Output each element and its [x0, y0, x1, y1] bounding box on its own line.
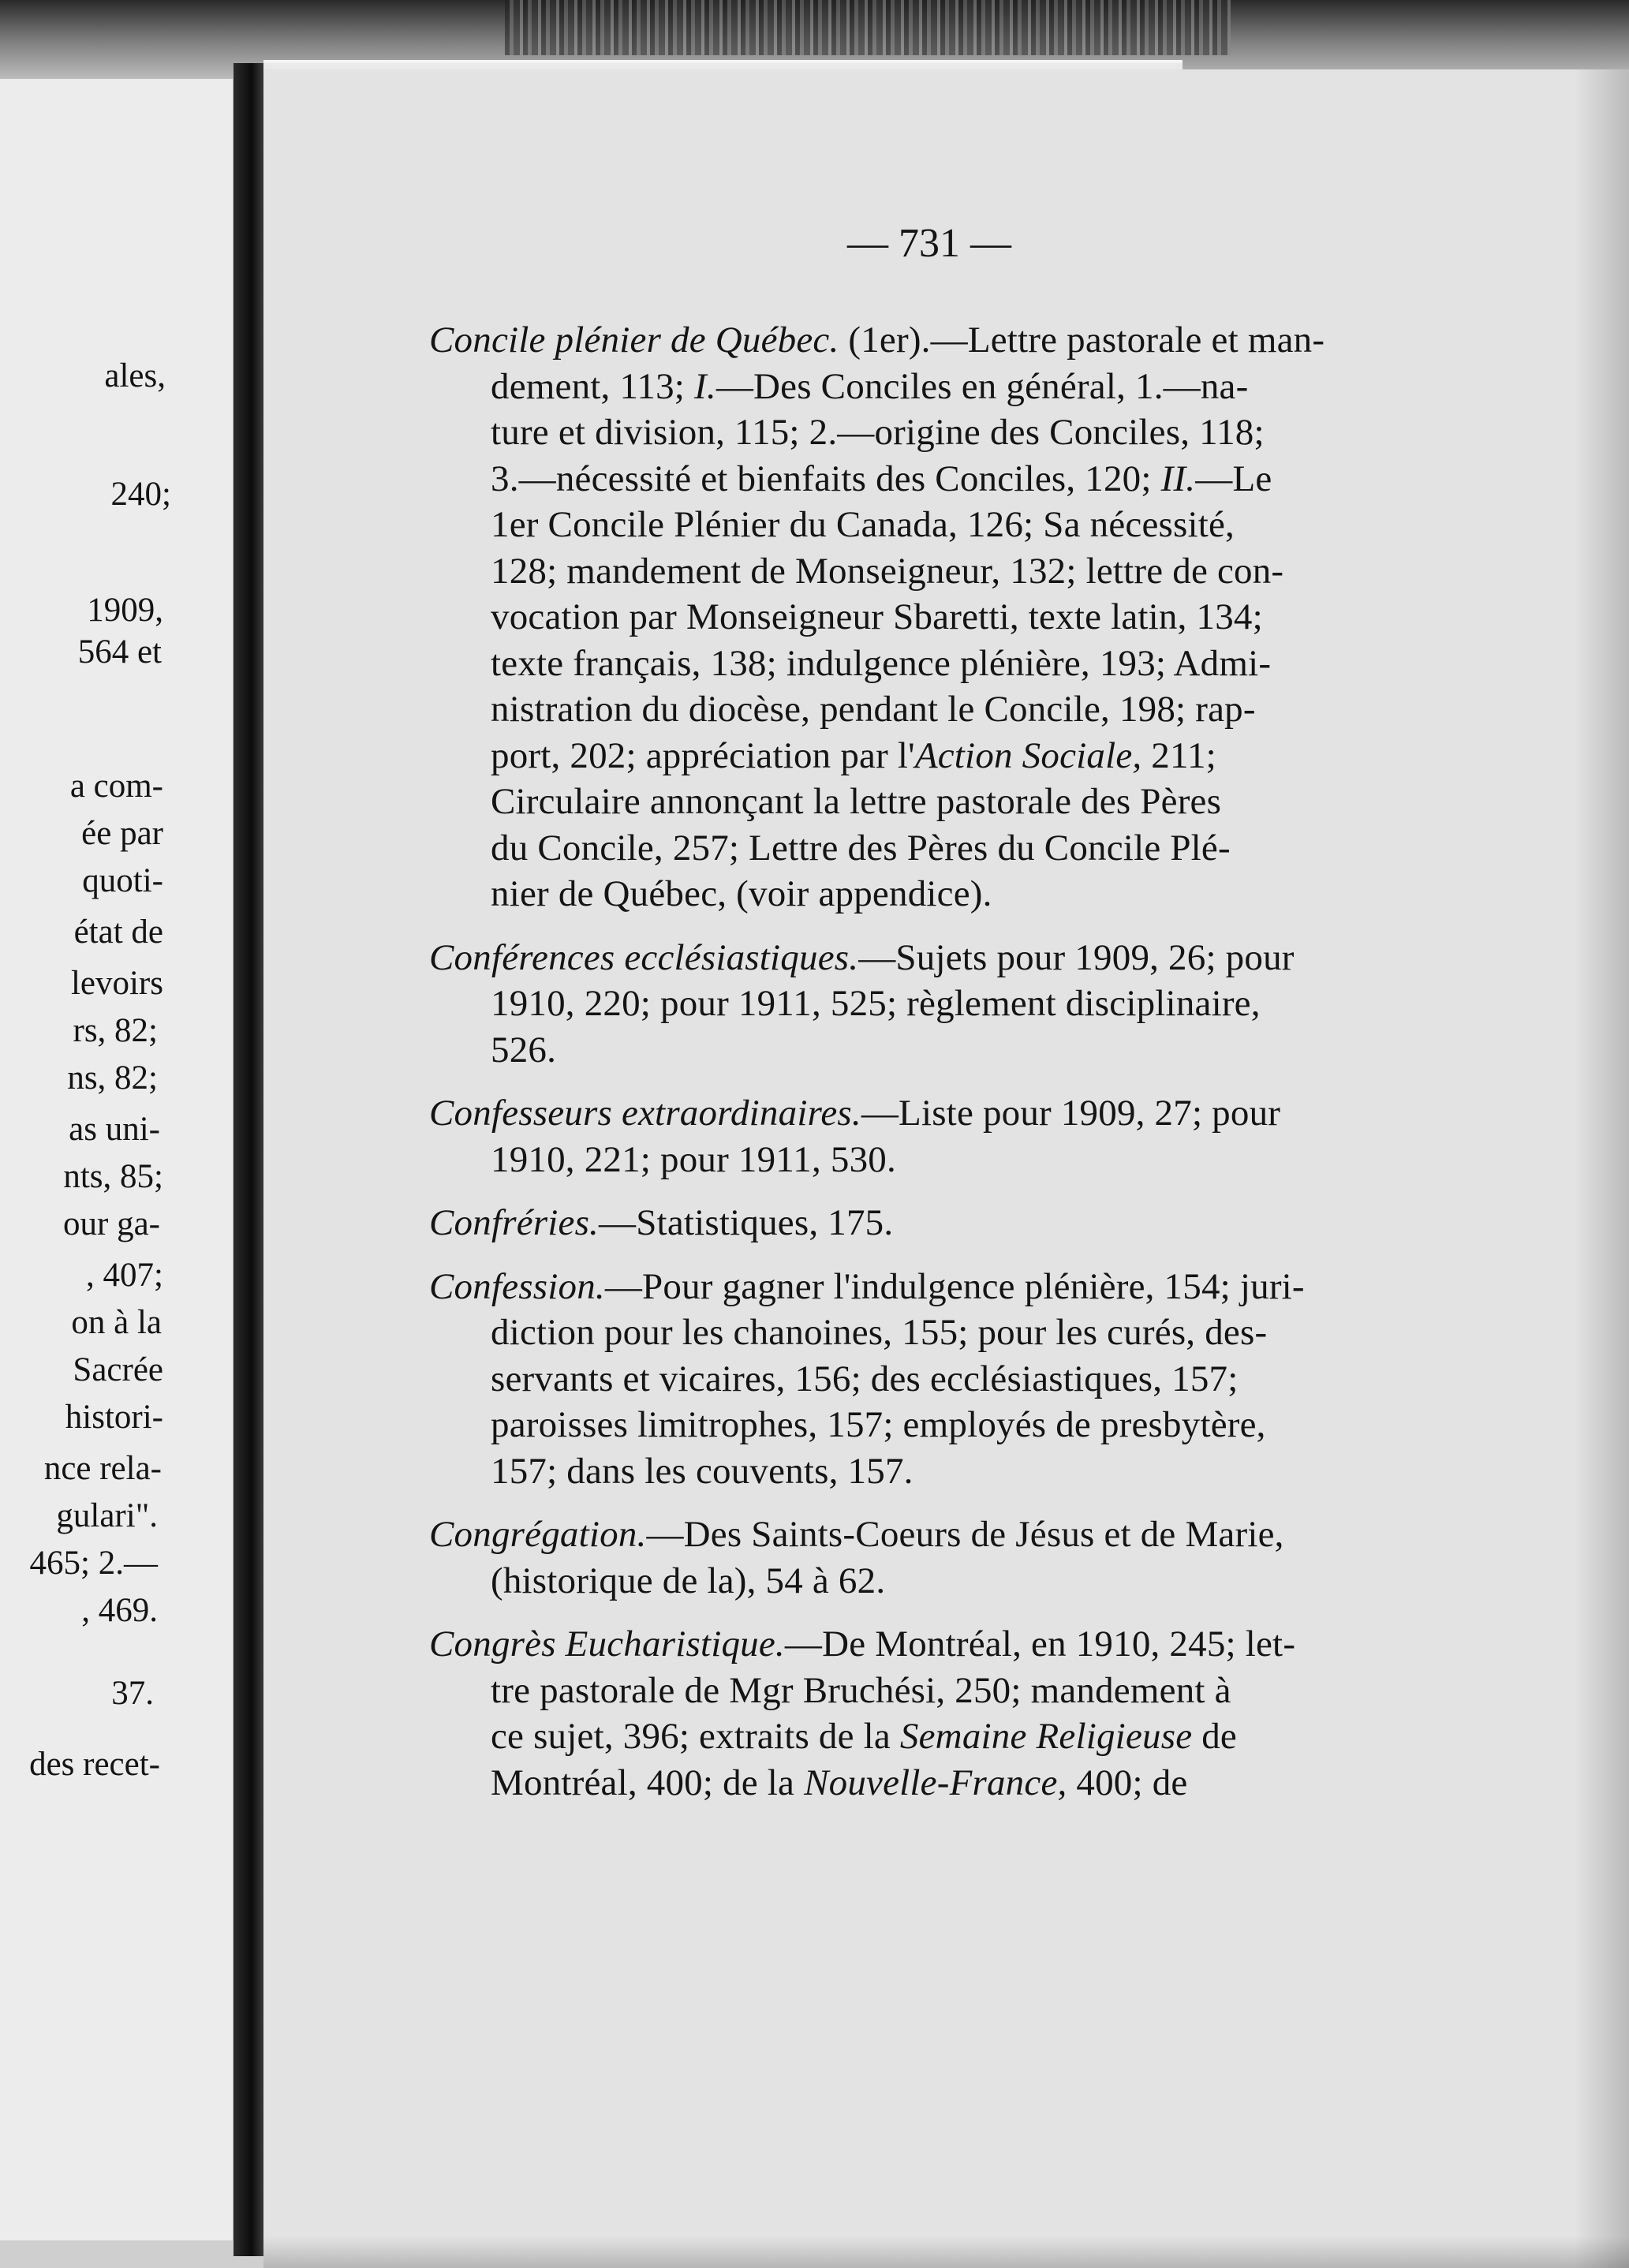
left-page-line: ns, 82;: [67, 1059, 158, 1097]
left-page-line: on à la: [71, 1304, 162, 1341]
entry-text: —Statistiques, 175.: [599, 1202, 894, 1243]
entry-text: —Des Conciles en général, 1.—na-: [715, 366, 1249, 407]
index-entry-head: [429, 1202, 894, 1243]
index-entry-line: [491, 458, 1272, 499]
index-entry-line: [491, 1141, 896, 1179]
italic-term: I.: [694, 366, 716, 407]
left-page-line: 1909,: [87, 592, 163, 629]
italic-term: Nouvelle-France,: [804, 1762, 1067, 1803]
left-page-line: 37.: [111, 1675, 154, 1712]
index-entry-head: [429, 1623, 1296, 1665]
entry-text: diction pour les chanoines, 155; pour les curés, des-: [491, 1312, 1268, 1353]
left-page-line: quoti-: [82, 862, 163, 899]
index-entry-line: [491, 553, 1283, 590]
left-page-line: levoirs: [70, 965, 163, 1002]
entry-text: 400; de: [1067, 1762, 1188, 1803]
entry-text: —De Montréal, en 1910, 245; let-: [784, 1623, 1296, 1665]
index-entry-line: [491, 735, 1216, 776]
italic-term: Congrégation.: [429, 1514, 647, 1555]
left-page-line: our ga-: [63, 1205, 160, 1242]
left-page-line: a com-: [69, 768, 163, 805]
page-number: — 731 —: [847, 221, 1011, 266]
italic-term: Action Sociale,: [914, 735, 1142, 776]
index-entry-line: [491, 1453, 914, 1490]
right-page: [263, 69, 1629, 2268]
entry-text: (historique de la), 54 à 62.: [491, 1560, 886, 1601]
index-entry-line: [491, 691, 1256, 728]
left-page-line: nce rela-: [43, 1450, 162, 1487]
index-entry-line: [491, 1560, 886, 1601]
left-page-line: , 469.: [81, 1592, 158, 1629]
left-page-line: des recet-: [29, 1746, 160, 1783]
index-entry-line: [491, 1358, 1239, 1399]
entry-text: de: [1192, 1716, 1237, 1757]
index-entry-line: [491, 368, 1248, 405]
left-page-line: Sacrée: [73, 1351, 163, 1388]
left-page-line: histori-: [65, 1399, 163, 1436]
entry-text: Circulaire annonçant la lettre pastorale des Pères: [491, 781, 1222, 822]
index-entry-line: [491, 596, 1263, 637]
entry-text: ce sujet, 396; extraits de la: [491, 1716, 900, 1757]
scan-top-noise: [505, 0, 1231, 55]
italic-term: Confesseurs extraordinaires.: [429, 1093, 861, 1134]
page-edge-shadow: [1574, 69, 1629, 2268]
index-entry-head: [429, 1266, 1305, 1307]
index-entry-head: [429, 319, 1325, 361]
entry-text: texte français, 138; indulgence plénière, 193; Admi-: [491, 643, 1272, 684]
book-spine: [234, 63, 263, 2256]
left-page-line: rs, 82;: [73, 1012, 158, 1049]
italic-term: Confession.: [429, 1266, 605, 1307]
index-entry-line: [491, 1672, 1231, 1709]
entry-text: 157; dans les couvents, 157.: [491, 1451, 914, 1492]
index-entry-line: [491, 1029, 557, 1070]
entry-text: paroisses limitrophes, 157; employés de presbytère,: [491, 1404, 1266, 1445]
index-entry-line: [491, 414, 1265, 451]
left-page-line: 240;: [110, 476, 171, 513]
left-page-line: état de: [73, 914, 163, 951]
entry-text: 3.—nécessité et bienfaits des Conciles, 120;: [491, 458, 1161, 499]
entry-text: 1910, 221; pour 1911, 530.: [491, 1139, 896, 1180]
page-bottom-shadow: [263, 2236, 1629, 2268]
index-entry-head: [429, 1516, 1284, 1553]
entry-text: Montréal, 400; de la: [491, 1762, 805, 1803]
italic-term: Concile plénier de Québec.: [429, 319, 839, 361]
entry-text: port, 202; appréciation par l': [491, 735, 915, 776]
entry-text: 128; mandement de Monseigneur, 132; lettre de con-: [491, 551, 1284, 592]
index-entry-head: [429, 937, 1295, 978]
entry-text: nier de Québec, (voir appendice).: [491, 873, 992, 914]
index-entry-line: [491, 1314, 1267, 1351]
entry-text: dement, 113;: [491, 366, 695, 407]
entry-text: servants et vicaires, 156; des ecclésiastiques, 157;: [491, 1358, 1239, 1399]
italic-term: Conférences ecclésiastiques.: [429, 937, 859, 978]
italic-term: Congrès Eucharistique.: [429, 1623, 785, 1665]
entry-text: 1910, 220; pour 1911, 525; règlement disciplinaire,: [491, 983, 1261, 1024]
entry-text: ture et division, 115; 2.—origine des Conciles, 118;: [491, 412, 1265, 453]
italic-term: II.: [1160, 458, 1196, 499]
index-entry-line: [491, 1762, 1188, 1803]
index-entry-head: [429, 1095, 1280, 1132]
index-entry-line: [491, 1404, 1266, 1445]
entry-text: 211;: [1141, 735, 1216, 776]
left-page: [0, 79, 237, 2240]
entry-text: —Pour gagner l'indulgence plénière, 154; juri-: [604, 1266, 1305, 1307]
left-page-line: ales,: [104, 357, 166, 394]
left-page-line: gulari".: [56, 1497, 158, 1534]
entry-text: nistration du diocèse, pendant le Concile, 198; rap-: [491, 689, 1256, 730]
left-page-line: 564 et: [77, 633, 162, 671]
left-page-line: , 407;: [86, 1257, 163, 1294]
entry-text: —Des Saints-Coeurs de Jésus et de Marie,: [646, 1514, 1284, 1555]
entry-text: (1er).—Lettre pastorale et man-: [839, 319, 1325, 361]
index-entry-line: [491, 645, 1271, 682]
entry-text: tre pastorale de Mgr Bruchési, 250; mandement à: [491, 1670, 1231, 1711]
left-page-line: as uni-: [69, 1111, 160, 1148]
left-page-line: 465; 2.—: [29, 1545, 158, 1582]
index-entry-line: [491, 830, 1231, 867]
index-entry-line: [491, 873, 992, 914]
italic-term: Confréries.: [429, 1202, 600, 1243]
entry-text: —Sujets pour 1909, 26; pour: [858, 937, 1295, 978]
left-page-line: nts, 85;: [63, 1158, 163, 1195]
entry-text: —Le: [1195, 458, 1272, 499]
entry-text: —Liste pour 1909, 27; pour: [861, 1093, 1281, 1134]
entry-text: du Concile, 257; Lettre des Pères du Concile Plé-: [491, 828, 1231, 869]
entry-text: 526.: [491, 1029, 557, 1070]
index-entry-line: [491, 985, 1261, 1022]
index-entry-line: [491, 1718, 1237, 1755]
index-entry-line: [491, 506, 1235, 544]
entry-text: 1er Concile Plénier du Canada, 126; Sa nécessité,: [491, 504, 1235, 545]
entry-text: vocation par Monseigneur Sbaretti, texte latin, 134;: [491, 596, 1263, 637]
italic-term: Semaine Religieuse: [899, 1716, 1193, 1757]
index-entry-line: [491, 783, 1221, 820]
left-page-line: ée par: [81, 815, 163, 852]
